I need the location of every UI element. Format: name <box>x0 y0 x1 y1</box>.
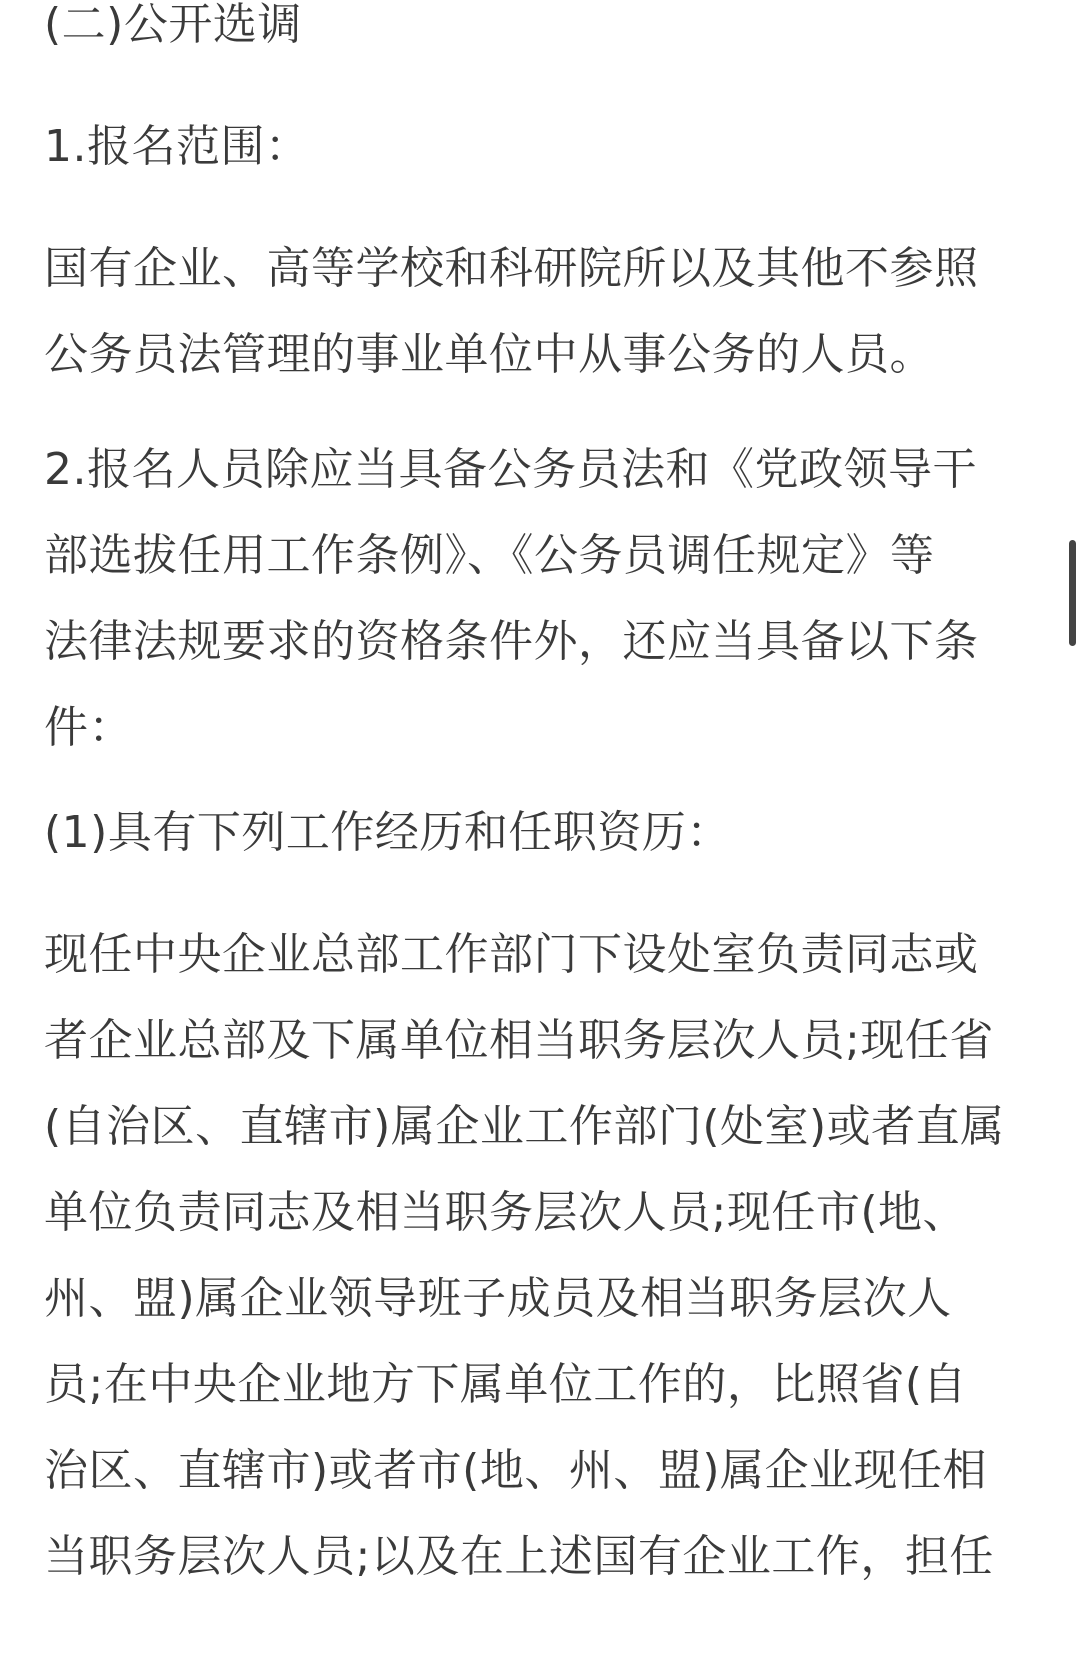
section-heading: (二)公开选调 <box>44 0 302 50</box>
scrollbar-thumb[interactable] <box>1069 540 1076 646</box>
item2-paragraph: 2.报名人员除应当具备公务员法和《党政领导干 部选拔任用工作条例》、《公务员调任规定》等 法律法规要求的资格条件外，还应当具备以下条 件： <box>44 444 979 753</box>
item1-paragraph: 国有企业、高等学校和科研院所以及其他不参照 公务员法管理的事业单位中从事公务的人员。 <box>44 243 979 380</box>
sub1-title: (1)具有下列工作经历和任职资历： <box>44 807 731 858</box>
sub1-paragraph: 现任中央企业总部工作部门下设处室负责同志或 者企业总部及下属单位相当职务层次人员;现任省 (自治区、直辖市)属企业工作部门(处室)或者直属 单位负责同志及相当职务层次人员;现任市(地、 州、盟)属企业领导班子成员及相当职务层次人 员;在中央企业地方下属单位工作的，比照省(自 治区、直辖市)或者市(地、州、盟)属企业现任相 当职务层次人员;以及在上述国有企业工作，担任 <box>44 929 1005 1582</box>
item1-title: 1.报名范围： <box>44 121 310 172</box>
